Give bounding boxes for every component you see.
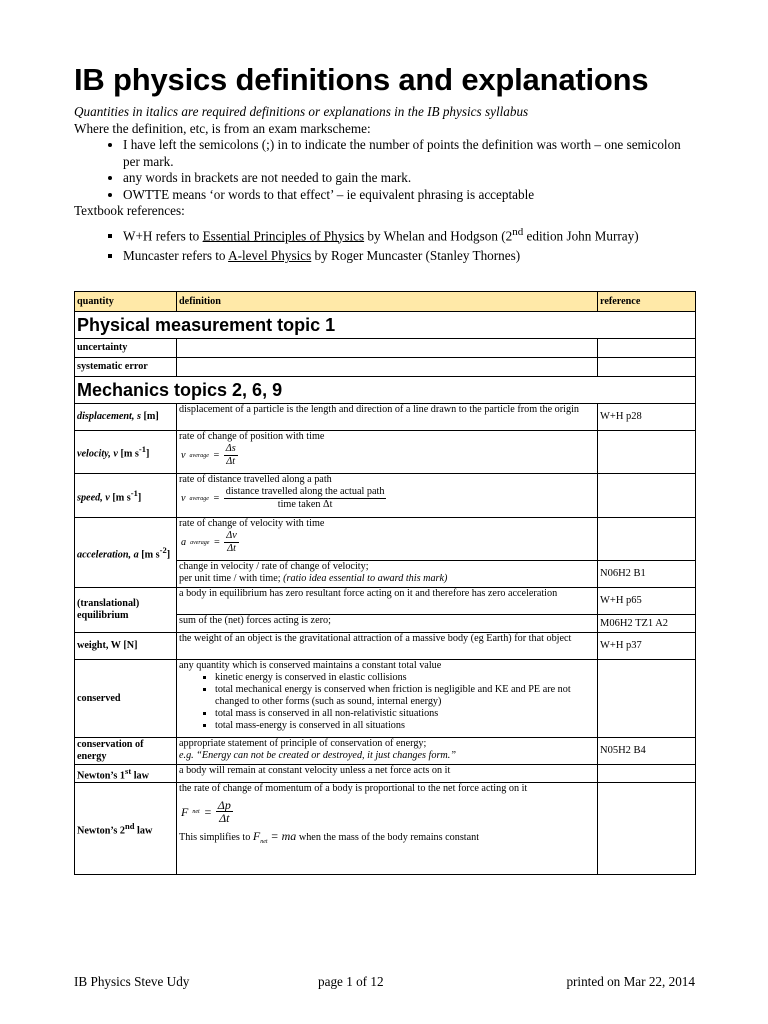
quantity-cell: weight, W [N] bbox=[75, 633, 177, 660]
quantity-cell bbox=[75, 474, 177, 518]
list-item: ▪ kinetic energy is conserved in elastic collisions bbox=[215, 672, 595, 684]
definition-text: rate of distance travelled along a path bbox=[179, 474, 332, 485]
ref-wh-post2: edition John Murray) bbox=[523, 227, 639, 243]
definition-cell: sum of the (net) forces acting is zero; bbox=[177, 615, 598, 633]
quantity-close: ] bbox=[145, 448, 150, 460]
reference-cell: N06H2 B1 bbox=[598, 561, 696, 588]
newton2-formula bbox=[179, 799, 595, 824]
footer-page-number: page 1 of 12 bbox=[318, 974, 384, 989]
definition-text-b: per unit time / with time; bbox=[179, 573, 281, 584]
quantity-unit: [m s bbox=[120, 448, 139, 460]
quantity-cell: (translational) equilibrium bbox=[75, 588, 177, 633]
conserved-list bbox=[179, 672, 595, 732]
definition-text: the rate of change of momentum of a body is proportional to the net force acting on it bbox=[179, 783, 528, 795]
table-header-row bbox=[75, 292, 696, 312]
definition-cell bbox=[177, 738, 598, 765]
simplify-rhs: = ma bbox=[267, 829, 297, 844]
formula-fraction bbox=[224, 530, 239, 555]
quantity-name: Newton’s 2 bbox=[77, 825, 126, 837]
ref-muncaster bbox=[123, 248, 699, 265]
topic-heading: Mechanics topics 2, 6, 9 bbox=[75, 377, 696, 404]
formula-fraction bbox=[216, 799, 233, 824]
definition-example: e.g. “Energy can not be created or destroyed, it just changes form.” bbox=[179, 750, 456, 761]
definition-cell: the weight of an object is the gravitational attraction of a massive body (eg Earth) for that object bbox=[177, 633, 598, 660]
formula-eq: = bbox=[203, 804, 212, 819]
formula-num: Δp bbox=[217, 798, 231, 813]
newton2-simplification bbox=[179, 830, 595, 848]
simplify-pre: This simplifies to bbox=[179, 832, 253, 844]
quantity-name: acceleration, a bbox=[77, 549, 139, 561]
reference-cell bbox=[598, 474, 696, 518]
quantity-cell bbox=[75, 518, 177, 588]
quantity-name-b: law bbox=[134, 825, 153, 837]
formula-sub: average bbox=[189, 452, 209, 459]
definition-cell: a body in equilibrium has zero resultant force acting on it and therefore has zero acceleration bbox=[177, 588, 598, 615]
definition-text: appropriate statement of principle of conservation of energy; bbox=[179, 738, 427, 749]
table-row bbox=[75, 474, 696, 518]
reference-cell: W+H p28 bbox=[598, 404, 696, 431]
list-item: ▪ total mass is conserved in all non-relativistic situations bbox=[215, 708, 595, 720]
bullet-semicolons: • I have left the semicolons (;) in to indicate the number of points the definition was worth – one semicolon per mark. bbox=[123, 137, 699, 170]
table-row bbox=[75, 660, 696, 738]
quantity-unit: [m s bbox=[141, 549, 160, 561]
definition-cell bbox=[177, 474, 598, 518]
table-row bbox=[75, 633, 696, 660]
intro-subtitle: Quantities in italics are required definitions or explanations in the IB physics syllabus bbox=[74, 104, 529, 119]
quantity-name: velocity, v bbox=[77, 448, 118, 460]
definition-text: change in velocity / rate of change of velocity; bbox=[179, 561, 369, 572]
footer-print-date: printed on Mar 22, 2014 bbox=[566, 974, 695, 989]
formula-num: distance travelled along the actual path bbox=[225, 486, 385, 497]
quantity-cell: conservation of energy bbox=[75, 738, 177, 765]
definition-cell bbox=[177, 431, 598, 474]
reference-cell bbox=[598, 339, 696, 358]
reference-cell bbox=[598, 518, 696, 561]
quantity-name: speed, v bbox=[77, 492, 110, 504]
page-title: IB physics definitions and explanations bbox=[74, 62, 649, 97]
markscheme-bullets bbox=[74, 137, 699, 203]
quantity-unit: [m s bbox=[112, 492, 131, 504]
table-row bbox=[75, 518, 696, 561]
bullet-brackets: • any words in brackets are not needed to gain the mark. bbox=[123, 170, 699, 187]
quantity-cell bbox=[75, 404, 177, 431]
formula-eq: = bbox=[212, 492, 220, 504]
reference-cell bbox=[598, 660, 696, 738]
quantity-exp: -1 bbox=[130, 487, 138, 498]
definition-cell bbox=[177, 339, 598, 358]
simplify-post: when the mass of the body remains constant bbox=[296, 832, 480, 844]
list-item: ▪ total mechanical energy is conserved when friction is negligible and KE and PE are not changed to other forms (such as sound, internal energy) bbox=[215, 684, 595, 708]
header-quantity: quantity bbox=[75, 292, 177, 312]
quantity-name: displacement, s bbox=[77, 411, 141, 422]
reference-cell bbox=[598, 358, 696, 377]
reference-cell: W+H p65 bbox=[598, 588, 696, 615]
table-row bbox=[75, 765, 696, 783]
formula-den: Δt bbox=[226, 456, 236, 467]
reference-cell bbox=[598, 431, 696, 474]
formula-den: Δt bbox=[227, 543, 236, 554]
bullet-owtte: • OWTTE means ‘or words to that effect’ – ie equivalent phrasing is acceptable bbox=[123, 187, 699, 204]
formula-den: time taken Δt bbox=[277, 499, 333, 510]
definition-cell bbox=[177, 561, 598, 588]
simplify-sub: net bbox=[260, 839, 268, 846]
definition-text: rate of change of position with time bbox=[179, 431, 325, 442]
reference-cell: M06H2 TZ1 A2 bbox=[598, 615, 696, 633]
formula-lhs: v bbox=[181, 449, 186, 461]
acceleration-formula bbox=[179, 530, 595, 555]
quantity-cell: systematic error bbox=[75, 358, 177, 377]
table-row bbox=[75, 738, 696, 765]
definition-cell: displacement of a particle is the length and direction of a line drawn to the particle from the origin bbox=[177, 404, 598, 431]
quantity-sup: nd bbox=[125, 821, 135, 832]
header-reference: reference bbox=[598, 292, 696, 312]
topic-row-1 bbox=[75, 312, 696, 339]
table-row bbox=[75, 588, 696, 615]
definitions-table bbox=[74, 291, 696, 875]
reference-cell bbox=[598, 783, 696, 875]
ref-m-pre: Muncaster refers to bbox=[123, 248, 229, 264]
velocity-formula bbox=[179, 443, 595, 468]
quantity-cell: conserved bbox=[75, 660, 177, 738]
definition-cell bbox=[177, 783, 598, 875]
quantity-cell: uncertainty bbox=[75, 339, 177, 358]
ref-wh-sup: nd bbox=[512, 225, 524, 238]
table-row bbox=[75, 404, 696, 431]
table-row bbox=[75, 783, 696, 875]
formula-eq: = bbox=[213, 536, 221, 548]
quantity-unit: [m] bbox=[143, 411, 159, 422]
formula-lhs: a bbox=[181, 536, 187, 548]
definition-cell bbox=[177, 518, 598, 561]
quantity-name: Newton’s 1 bbox=[77, 770, 126, 782]
quantity-name-b: law bbox=[131, 770, 149, 782]
formula-lhs: v bbox=[181, 492, 186, 504]
table-row bbox=[75, 358, 696, 377]
definition-cell bbox=[177, 660, 598, 738]
quantity-exp: -2 bbox=[159, 544, 167, 555]
speed-formula bbox=[179, 486, 595, 511]
quantity-cell bbox=[75, 765, 177, 783]
ref-m-post: by Roger Muncaster (Stanley Thornes) bbox=[311, 248, 521, 264]
definition-cell: a body will remain at constant velocity unless a net force acts on it bbox=[177, 765, 598, 783]
formula-sub: average bbox=[190, 539, 210, 546]
definition-text: rate of change of velocity with time bbox=[179, 518, 325, 529]
quantity-sup: st bbox=[125, 766, 132, 776]
textbook-heading: Textbook references: bbox=[74, 203, 185, 218]
footer-author: IB Physics Steve Udy bbox=[74, 974, 190, 989]
quantity-close: ] bbox=[137, 492, 142, 504]
textbook-refs bbox=[74, 224, 699, 265]
table-row bbox=[75, 431, 696, 474]
formula-sub: average bbox=[189, 495, 209, 502]
markscheme-heading: Where the definition, etc, is from an exam markscheme: bbox=[74, 120, 371, 136]
ref-wh-post: by Whelan and Hodgson (2 bbox=[364, 227, 513, 243]
formula-fraction bbox=[224, 443, 238, 468]
ref-wh bbox=[123, 224, 699, 245]
simplify-lhs: F bbox=[252, 829, 261, 844]
quantity-cell bbox=[75, 783, 177, 875]
reference-cell: N05H2 B4 bbox=[598, 738, 696, 765]
formula-lhs: F bbox=[181, 804, 189, 819]
ref-wh-book: Essential Principles of Physics bbox=[202, 227, 365, 243]
definition-note: (ratio idea essential to award this mark) bbox=[283, 573, 448, 584]
definition-cell bbox=[177, 358, 598, 377]
reference-cell bbox=[598, 765, 696, 783]
formula-num: Δs bbox=[225, 443, 236, 454]
ref-m-book: A-level Physics bbox=[228, 248, 312, 264]
table-row bbox=[75, 339, 696, 358]
quantity-cell bbox=[75, 431, 177, 474]
definition-text: any quantity which is conserved maintains a constant total value bbox=[179, 660, 442, 671]
formula-num: Δv bbox=[226, 530, 237, 541]
formula-den: Δt bbox=[219, 811, 230, 826]
intro-section bbox=[74, 104, 699, 265]
list-item: ▪ total mass-energy is conserved in all situations bbox=[215, 720, 595, 732]
quantity-exp: -1 bbox=[138, 444, 146, 455]
ref-wh-pre: W+H refers to bbox=[123, 227, 203, 243]
reference-cell: W+H p37 bbox=[598, 633, 696, 660]
formula-sub: net bbox=[192, 808, 200, 815]
topic-row-2 bbox=[75, 377, 696, 404]
quantity-close: ] bbox=[166, 549, 171, 561]
formula-eq: = bbox=[212, 449, 220, 461]
header-definition: definition bbox=[177, 292, 598, 312]
formula-fraction bbox=[224, 486, 387, 511]
topic-heading: Physical measurement topic 1 bbox=[75, 312, 696, 339]
